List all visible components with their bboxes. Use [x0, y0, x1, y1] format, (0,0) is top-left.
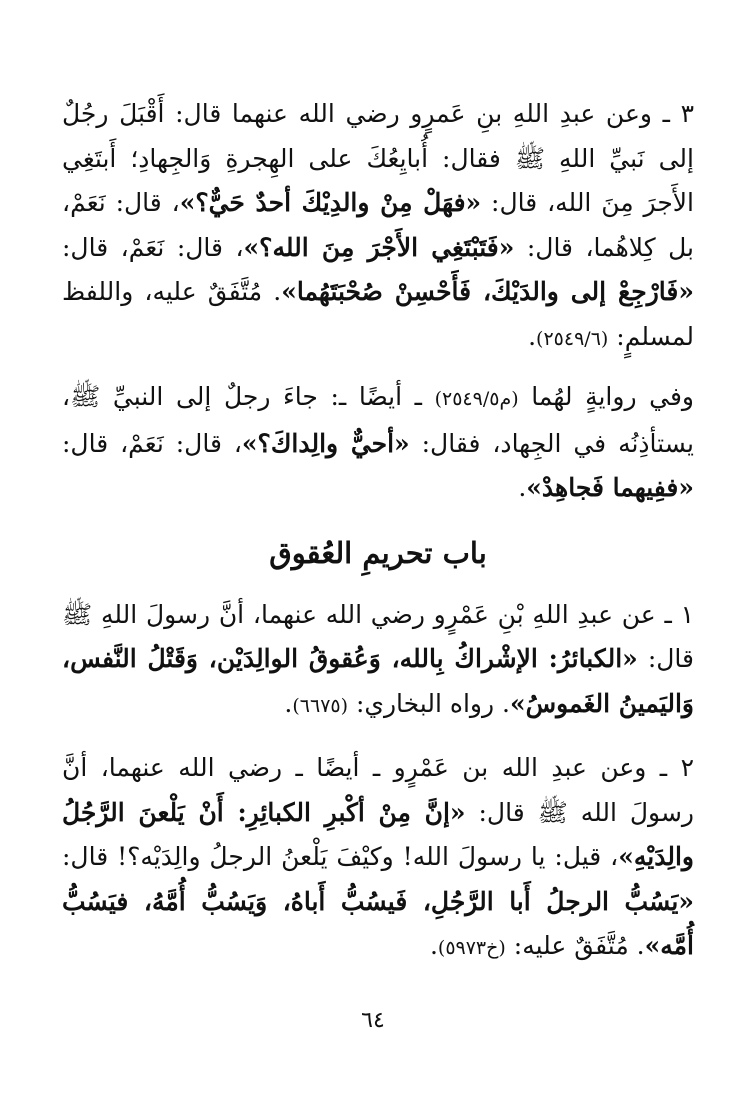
hadith-2-intro: ٢ ـ وعن عبدِ الله بن عَمْرٍو ـ أيضًا ـ رضي الله عنهما، أنَّ رسولَ الله ﷺ قال: — [62, 753, 694, 827]
hadith-2-paragraph — [62, 746, 694, 971]
riwaya-reference: (م٢٥٤٩/٥) — [434, 388, 519, 410]
riwaya-quote-1: «أحيٌّ والِداكَ؟» — [241, 428, 410, 458]
riwaya-text-1: ـ أيضًا ـ: جاءَ رجلٌ إلى النبيِّ ﷺ، يستأذِنُه في الجِهاد، فقال: — [62, 382, 694, 458]
hadith-1-reference: (٦٦٧٥) — [292, 694, 349, 717]
hadith-1-paragraph — [62, 593, 694, 729]
hadith-3-reference: (٢٥٤٩/٦) — [536, 327, 609, 350]
hadith-2-quote-2: «يَسُبُّ الرجلُ أَبا الرَّجُلِ، فَيسُبُّ أَباهُ، وَيَسُبُّ أُمَّهُ، فيَسُبُّ أُمَّه» — [62, 886, 694, 960]
page-body — [62, 92, 694, 971]
hadith-1-quote: «الكبائرُ: الإشْراكُ بِالله، وَعُقوقُ الوالِدَيْن، وَقَتْلُ النَّفس، وَاليَمينُ الغَموسُ» — [62, 644, 694, 718]
hadith-2-tail: . — [429, 931, 438, 960]
riwaya-quote-2: «ففِيهما فَجاهِدْ» — [526, 473, 694, 502]
hadith-1-attribution: . رواه البخاري: — [348, 688, 510, 718]
hadith-1-tail: . — [284, 688, 293, 718]
hadith-2-quote-1: «إنَّ مِنْ أكْبرِ الكبائِرِ: أَنْ يَلْعنَ الرَّجُلُ والِدَيْهِ» — [62, 797, 694, 871]
hadith-2-attribution: . مُتَّفَقٌ عليه: — [505, 931, 645, 960]
hadith-3-quote-2: «فَتَبْتَغِي الأَجْرَ مِنَ الله؟» — [243, 232, 515, 262]
hadith-1-intro: ١ ـ عن عبدِ اللهِ بْنِ عَمْرٍو رضي الله عنهما، أنَّ رسولَ اللهِ ﷺ قال: — [62, 599, 694, 673]
hadith-3-attribution: . مُتَّفَقٌ عليه، واللفظ لمسلمٍ: — [62, 277, 694, 351]
hadith-2-reference: (خ٥٩٧٣) — [437, 937, 506, 959]
riwaya-paragraph — [62, 375, 694, 511]
hadith-3-quote-1: «فهَلْ مِنْ والدِيْكَ أحدٌ حَيٌّ؟» — [179, 188, 482, 217]
chapter-title: باب تحريمِ العُقوق — [269, 535, 487, 570]
page-number: ٦٤ — [361, 1008, 385, 1033]
riwaya-tail: . — [518, 473, 527, 502]
hadith-3-paragraph — [62, 92, 694, 361]
hadith-3-text-1: ، قال: نَعَمْ، بل كِلاهُما، قال: — [62, 188, 694, 262]
hadith-2-text-1: ، قيل: يا رسولَ الله! وكيْفَ يَلْعنُ الرجلُ والِدَيْه؟! قال: — [62, 842, 619, 871]
hadith-3-quote-3: «فَارْجِعْ إلى والدَيْكَ، فَأَحْسِنْ صُحْبَتَهُما» — [281, 277, 695, 306]
riwaya-intro: وفي روايةٍ لهُما — [518, 382, 694, 411]
riwaya-text-2: ، قال: نَعَمْ، قال: — [62, 428, 242, 458]
hadith-3-text-2: ، قال: نَعَمْ، قال: — [62, 232, 244, 262]
hadith-3-intro: ٣ ـ وعن عبدِ اللهِ بنِ عَمرٍو رضي الله عنهما قال: أَقْبَلَ رجُلٌ إلى نَبيِّ اللهِ ﷺ فقال: أُبايِعُكَ على الهِجرةِ وَالجِهادِ؛ أَبتَغِي الأَجرَ مِنَ الله، قال: — [62, 99, 694, 217]
hadith-3-tail: . — [528, 321, 537, 351]
